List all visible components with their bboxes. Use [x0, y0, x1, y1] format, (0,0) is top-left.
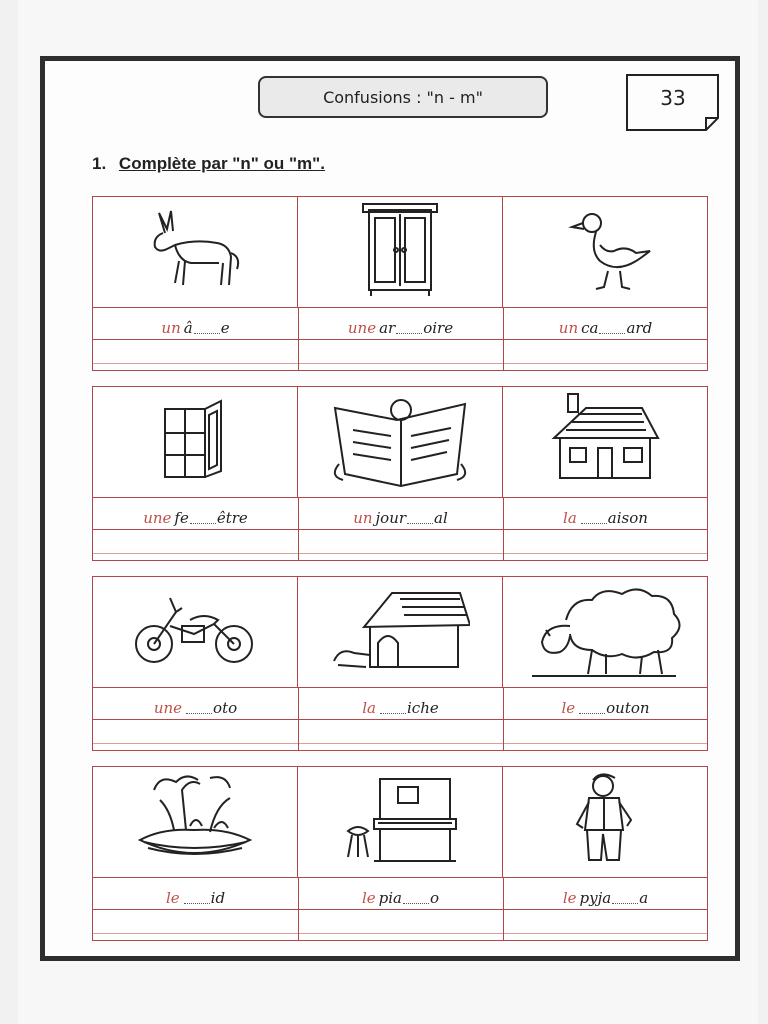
word-start: â: [183, 319, 193, 337]
doghouse-icon: [330, 585, 470, 679]
word-article: la: [563, 509, 577, 527]
column-divider: [298, 687, 299, 750]
fill-in-word[interactable]: [93, 689, 298, 717]
word-end: e: [220, 319, 230, 337]
picture-cell: [298, 767, 503, 877]
fill-in-word[interactable]: [503, 879, 708, 907]
writing-line: [93, 877, 707, 878]
fill-in-word[interactable]: [503, 499, 708, 527]
nest-icon: [130, 770, 260, 874]
exercise-row: [92, 576, 708, 751]
blank-gap[interactable]: [612, 903, 638, 904]
picture-cell: [93, 767, 298, 877]
word-article: le: [165, 889, 180, 907]
fill-in-word[interactable]: [503, 309, 708, 337]
fill-in-word[interactable]: [298, 499, 503, 527]
column-divider: [298, 877, 299, 940]
blank-gap[interactable]: [190, 523, 216, 524]
blank-gap[interactable]: [184, 903, 210, 904]
motorbike-icon: [130, 590, 260, 674]
writing-line: [93, 909, 707, 910]
blank-gap[interactable]: [194, 333, 220, 334]
word-article: la: [362, 699, 376, 717]
sheep-icon: [526, 580, 686, 684]
picture-cell: [503, 197, 708, 307]
writing-line: [93, 719, 707, 720]
word-start: fe: [174, 509, 189, 527]
word-article: un: [161, 319, 181, 337]
column-divider: [503, 307, 504, 370]
word-article: une: [347, 319, 377, 337]
word-article: le: [361, 889, 376, 907]
blank-gap[interactable]: [581, 523, 607, 524]
word-start: pyja: [579, 889, 612, 907]
blank-gap[interactable]: [403, 903, 429, 904]
word-end: al: [434, 509, 448, 527]
fill-in-word[interactable]: [298, 879, 503, 907]
fill-in-word[interactable]: [298, 309, 503, 337]
word-end: outon: [606, 699, 650, 717]
exercise-row: [92, 766, 708, 941]
blank-gap[interactable]: [407, 523, 433, 524]
word-end: id: [210, 889, 226, 907]
writing-line: [93, 933, 707, 934]
word-end: o: [430, 889, 440, 907]
blank-gap[interactable]: [186, 713, 212, 714]
word-end: aison: [607, 509, 648, 527]
writing-line: [93, 497, 707, 498]
page-number-tag: [626, 74, 720, 132]
word-end: être: [216, 509, 248, 527]
fill-in-word[interactable]: [93, 499, 298, 527]
column-divider: [298, 307, 299, 370]
word-end: ard: [626, 319, 653, 337]
word-end: oire: [423, 319, 454, 337]
picture-cell: [298, 387, 503, 497]
writing-line: [93, 339, 707, 340]
picture-cell: [503, 387, 708, 497]
writing-line: [93, 553, 707, 554]
word-article: un: [558, 319, 579, 337]
word-start: pia: [378, 889, 402, 907]
picture-cell: [298, 197, 503, 307]
pyjama-icon: [571, 770, 641, 874]
blank-gap[interactable]: [579, 713, 605, 714]
picture-cell: [503, 767, 708, 877]
window-icon: [155, 395, 235, 489]
word-article: le: [562, 889, 577, 907]
picture-cell: [93, 577, 298, 687]
word-article: un: [353, 509, 373, 527]
picture-cell: [93, 197, 298, 307]
exercise-instruction-text: Complète par "n" ou "m".: [118, 154, 325, 173]
fill-in-word[interactable]: [503, 689, 708, 717]
donkey-icon: [145, 205, 245, 299]
word-start: jour: [375, 509, 407, 527]
word-start: ca: [581, 319, 599, 337]
fill-in-word[interactable]: [93, 309, 298, 337]
word-article: le: [561, 699, 576, 717]
fill-in-word[interactable]: [93, 879, 298, 907]
word-end: oto: [213, 699, 238, 717]
writing-line: [93, 687, 707, 688]
fill-in-word[interactable]: [298, 689, 503, 717]
writing-line: [93, 363, 707, 364]
word-end: a: [639, 889, 649, 907]
picture-cell: [503, 577, 708, 687]
picture-cell: [298, 577, 503, 687]
column-divider: [503, 687, 504, 750]
exercise-number: 1.: [92, 154, 107, 173]
word-article: une: [153, 699, 183, 717]
column-divider: [298, 497, 299, 560]
blank-gap[interactable]: [380, 713, 406, 714]
writing-line: [93, 307, 707, 308]
word-end: iche: [407, 699, 439, 717]
exercise-instruction: [92, 154, 325, 174]
word-article: une: [143, 509, 172, 527]
exercise-row: [92, 386, 708, 561]
newspaper-icon: [325, 390, 475, 494]
column-divider: [503, 497, 504, 560]
writing-line: [93, 529, 707, 530]
word-start: ar: [379, 319, 396, 337]
duck-icon: [556, 205, 656, 299]
house-icon: [546, 390, 666, 494]
blank-gap[interactable]: [396, 333, 422, 334]
exercise-row: [92, 196, 708, 371]
piano-icon: [340, 773, 460, 872]
page-number: 33: [660, 86, 686, 110]
picture-cell: [93, 387, 298, 497]
column-divider: [503, 877, 504, 940]
blank-gap[interactable]: [599, 333, 625, 334]
worksheet-title: Confusions : "n - m": [258, 76, 548, 118]
writing-line: [93, 743, 707, 744]
wardrobe-icon: [355, 200, 445, 304]
